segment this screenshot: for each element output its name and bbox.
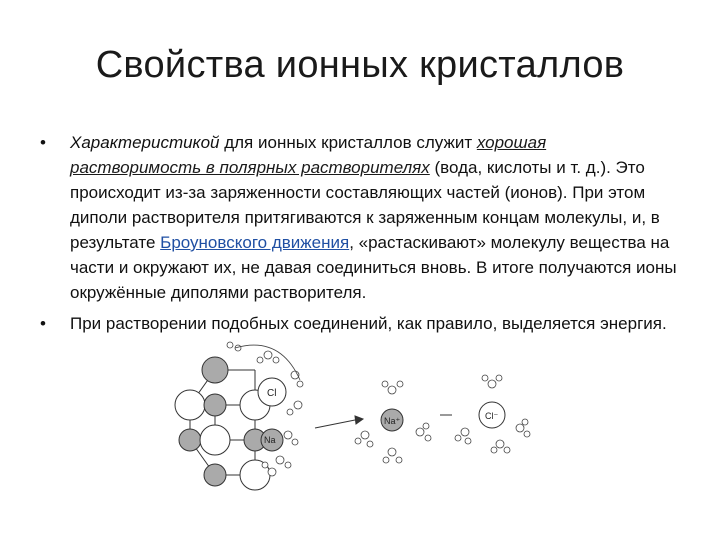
bullet-text: для ионных кристаллов служит	[219, 133, 477, 152]
crystal-lattice	[190, 370, 255, 475]
link-brownian-motion[interactable]: Броуновского движения	[160, 233, 350, 252]
arrow-to-ions	[315, 416, 363, 428]
bullet-item-energy	[40, 311, 680, 336]
na-ion-label-lattice: Na	[264, 435, 276, 445]
link-good-solubility[interactable]: хорошая растворимость в полярных растворителях	[70, 133, 547, 177]
bullet-text: При растворении подобных соединений, как правило, выделяется энергия.	[70, 314, 667, 333]
bullet-marker: •	[40, 133, 46, 152]
bullet-marker: •	[40, 314, 46, 333]
bullet-text-italic: Характеристикой	[70, 133, 220, 152]
bullet-item-solubility	[40, 130, 680, 305]
arrow-dipole-curve	[235, 345, 300, 380]
bullet-text: (вода, кислоты и т. д.). Это происходит из-за заряженности составляющих частей (ионов). При этом диполи растворителя притягиваются к заряженным концам молекулы, и, в результате	[70, 158, 660, 252]
na-ion-label: Na⁺	[384, 416, 401, 426]
bullet-list	[40, 130, 680, 336]
cl-ion-label-hydrated: Cl⁻	[485, 411, 499, 421]
slide-title: Свойства ионных кристаллов	[95, 44, 625, 86]
lattice-ions	[175, 357, 270, 490]
dissolution-diagram	[160, 340, 550, 540]
cl-ion-label: Cl	[267, 388, 277, 399]
bullet-text: , «растаскивают» молекулу вещества на части и окружают их, не давая соединиться вновь. В итоге получаются ионы окружённые диполями растворителя.	[70, 233, 677, 302]
